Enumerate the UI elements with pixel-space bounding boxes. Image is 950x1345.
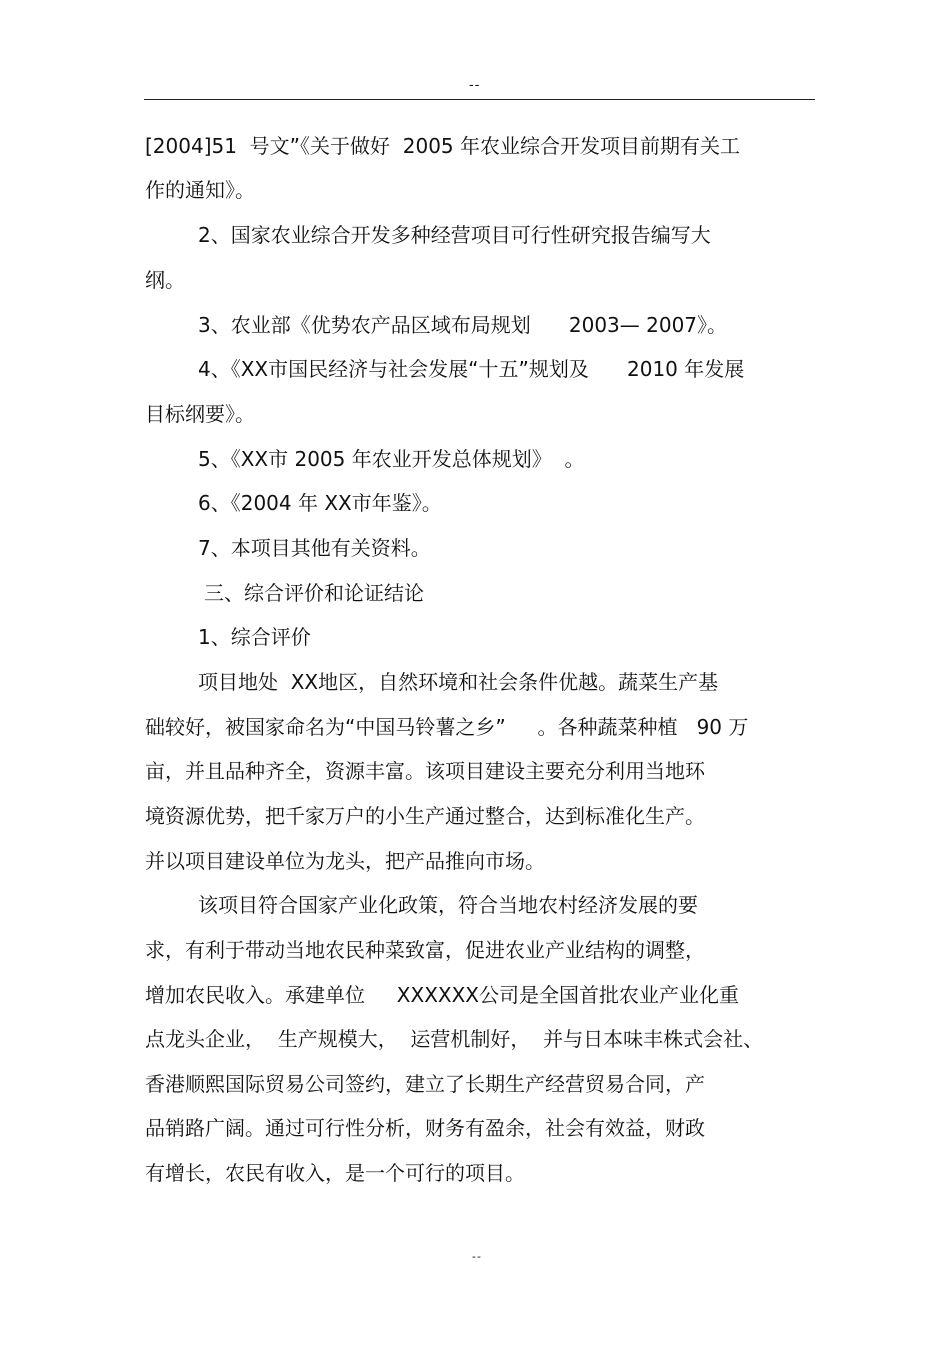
text-line: 有增长，农民有收入，是一个可行的项目。 [145, 1161, 525, 1185]
text-line: 2、国家农业综合开发多种经营项目可行性研究报告编写大 [198, 223, 711, 247]
text-line: 境资源优势，把千家万户的小生产通过整合，达到标准化生产。 [145, 804, 705, 828]
text-line: 增加农民收入。承建单位 XXXXXX公司是全国首批农业产业化重 [145, 983, 739, 1007]
text-line: 求，有利于带动当地农民种菜致富，促进农业产业结构的调整， [145, 938, 705, 962]
text-line: 香港顺熙国际贸易公司签约，建立了长期生产经营贸易合同，产 [145, 1072, 705, 1096]
text-line: [2004]51 号文”《关于做好 2005 年农业综合开发项目前期有关工 [145, 134, 740, 158]
subsection-heading: 1、综合评价 [198, 625, 311, 649]
text-line: 7、本项目其他有关资料。 [198, 536, 431, 560]
text-line: 该项目符合国家产业化政策，符合当地农村经济发展的要 [198, 893, 698, 917]
text-line: 础较好，被国家命名为“中国马铃薯之乡” 。各种蔬菜种植 90 万 [145, 715, 749, 739]
text-line: 3、农业部《优势农产品区域布局规划 2003— 2007》。 [198, 313, 728, 337]
header-divider [144, 99, 815, 100]
text-line: 6、《2004 年 XX市年鉴》。 [198, 491, 442, 515]
page-header-mark: -- [469, 78, 481, 93]
text-line: 并以项目建设单位为龙头，把产品推向市场。 [145, 849, 545, 873]
text-line: 4、《XX市国民经济与社会发展“十五”规划及 2010 年发展 [198, 357, 745, 381]
text-line: 点龙头企业， 生产规模大， 运营机制好， 并与日本味丰株式会社、 [145, 1027, 764, 1051]
text-line: 作的通知》。 [145, 178, 255, 202]
text-line: 目标纲要》。 [145, 402, 255, 426]
text-line: 项目地处 XX地区，自然环境和社会条件优越。蔬菜生产基 [198, 670, 719, 694]
section-heading: 三、综合评价和论证结论 [204, 581, 424, 605]
text-line: 品销路广阔。通过可行性分析，财务有盈余，社会有效益，财政 [145, 1116, 705, 1140]
text-line: 纲。 [145, 268, 185, 292]
page-footer-mark: -- [472, 1250, 482, 1263]
text-line: 5、《XX市 2005 年农业开发总体规划》 。 [198, 447, 585, 471]
text-line: 亩，并且品种齐全，资源丰富。该项目建设主要充分利用当地环 [145, 759, 705, 783]
